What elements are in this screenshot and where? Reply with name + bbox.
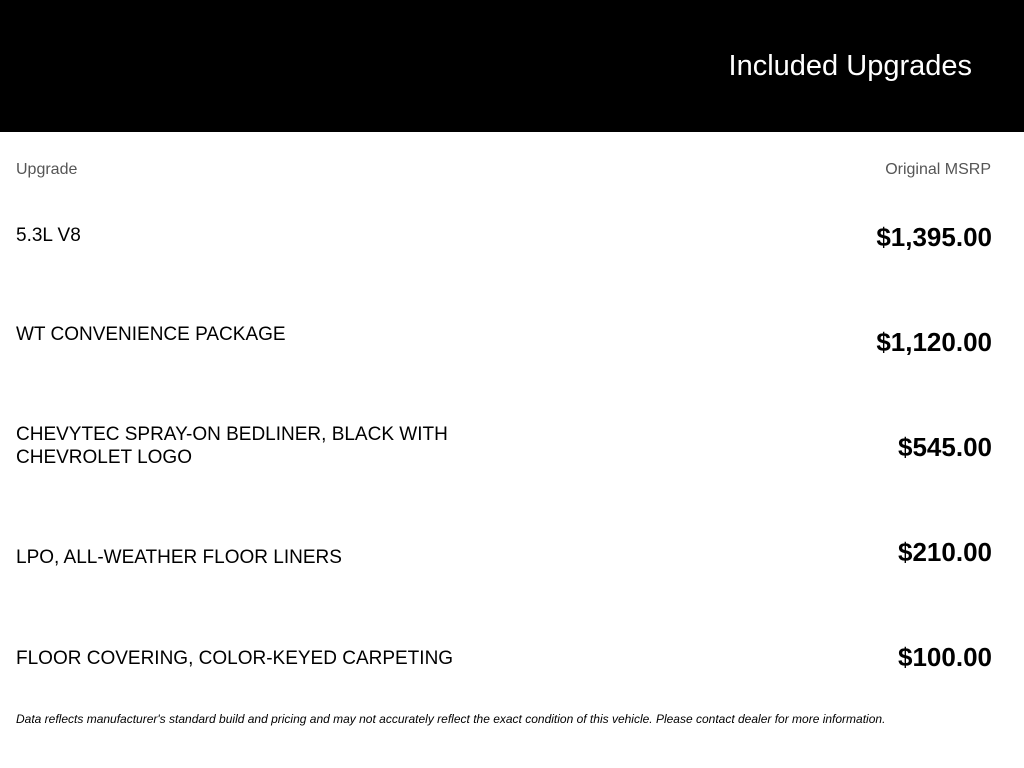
upgrade-price: $210.00 (898, 537, 992, 567)
upgrade-name: WT CONVENIENCE PACKAGE (16, 324, 286, 345)
upgrade-price: $1,120.00 (876, 327, 992, 357)
upgrade-price: $1,395.00 (876, 222, 992, 252)
upgrade-name: CHEVYTEC SPRAY-ON BEDLINER, BLACK WITH CHEVROLET LOGO (16, 424, 448, 468)
upgrade-name: LPO, ALL-WEATHER FLOOR LINERS (16, 547, 342, 568)
page-header (0, 0, 1024, 132)
upgrade-name: 5.3L V8 (16, 225, 81, 246)
upgrade-price: $100.00 (898, 642, 992, 672)
column-header-msrp: Original MSRP (885, 161, 991, 178)
disclaimer-text: Data reflects manufacturer's standard build and pricing and may not accurately reflect the exact condition of this vehicle. Please contact dealer for more information. (16, 712, 886, 726)
column-header-upgrade: Upgrade (16, 161, 78, 178)
page-title: Included Upgrades (728, 50, 972, 82)
upgrade-price: $545.00 (898, 432, 992, 462)
upgrade-name: FLOOR COVERING, COLOR-KEYED CARPETING (16, 648, 454, 669)
